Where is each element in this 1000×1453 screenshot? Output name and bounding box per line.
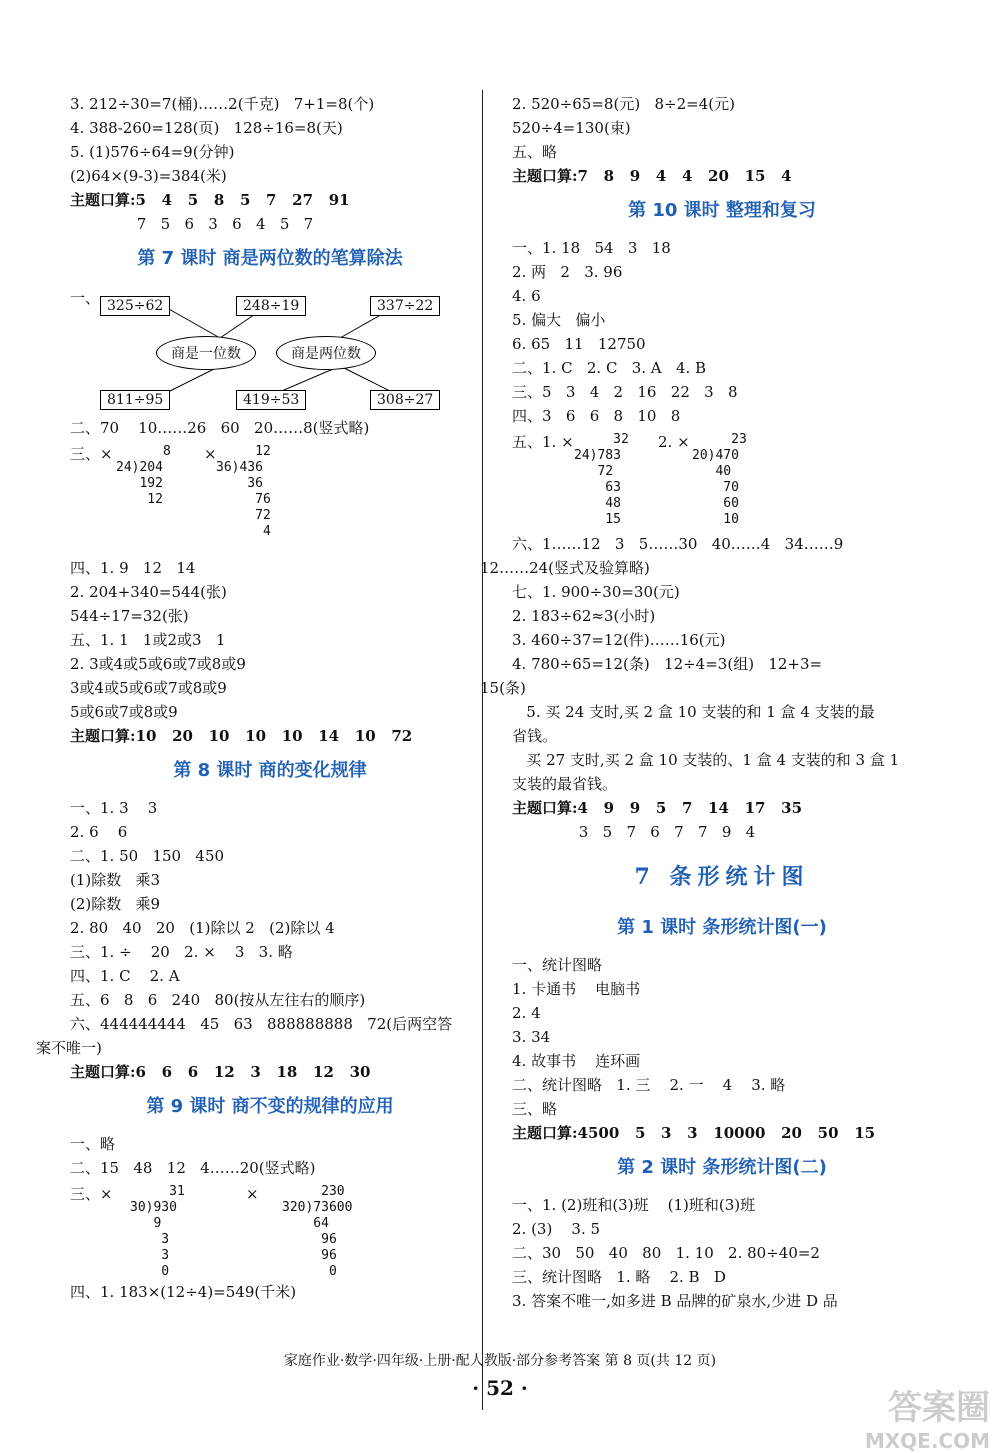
answer-line: 二、30 50 40 80 1. 10 2. 80÷40=2 — [512, 1244, 820, 1262]
answer-line: (2)64×(9-3)=384(米) — [70, 167, 227, 185]
oral-calc-line: 7 5 6 3 6 4 5 7 — [70, 215, 314, 233]
section-title-lesson-8: 第 8 课时 商的变化规律 — [173, 760, 367, 781]
section-title-ch7-lesson-1: 第 1 课时 条形统计图(一) — [617, 917, 827, 938]
section-title-lesson-10: 第 10 课时 整理和复习 — [628, 200, 816, 221]
question-label: 三、× — [70, 1185, 113, 1203]
division-box: 811÷95 — [100, 390, 170, 410]
long-division-block — [512, 428, 932, 532]
long-division: 32 24)783 72 63 48 15 — [574, 432, 629, 527]
answer-line: 4. 故事书 连环画 — [512, 1052, 641, 1070]
answer-line: 4. 388-260=128(页) 128÷16=8(天) — [70, 119, 343, 137]
answer-line: 四、1. 9 12 14 — [70, 559, 196, 577]
sort-diagram — [70, 284, 470, 416]
answer-line: 一、1. 18 54 3 18 — [512, 239, 671, 257]
answer-line: 12……24(竖式及验算略) — [480, 559, 650, 577]
answer-line: 2. 183÷62≈3(小时) — [512, 607, 656, 625]
answer-line: 520÷4=130(束) — [512, 119, 631, 137]
long-division: 12 36)436 36 76 72 4 — [216, 444, 271, 539]
oral-calc-line: 主题口算:4500 5 3 3 10000 20 50 15 — [512, 1124, 876, 1142]
answer-line: 二、统计图略 1. 三 2. 一 4 3. 略 — [512, 1076, 786, 1094]
answer-line: 4. 780÷65=12(条) 12÷4=3(组) 12+3= — [512, 655, 823, 673]
answer-line: 4. 6 — [512, 287, 541, 305]
right-column — [480, 92, 932, 1313]
answer-line: 六、1……12 3 5……30 40……4 34……9 — [512, 535, 844, 553]
answer-line: 2. 80 40 20 (1)除以 2 (2)除以 4 — [70, 919, 335, 937]
watermark-logo — [790, 1380, 990, 1453]
chapter-title: 7 条形统计图 — [634, 864, 810, 890]
answer-line: 2. 204+340=544(张) — [70, 583, 227, 601]
answer-line: 2. 两 2 3. 96 — [512, 263, 623, 281]
division-box: 337÷22 — [370, 296, 440, 316]
oral-calc-line: 主题口算:4 9 9 5 7 14 17 35 — [512, 799, 803, 817]
question-label: 2. × — [658, 433, 690, 451]
watermark-text: 答案圈 — [888, 1388, 990, 1428]
answer-line: 2. (3) 3. 5 — [512, 1220, 601, 1238]
section-title-ch7-lesson-2: 第 2 课时 条形统计图(二) — [617, 1157, 827, 1178]
answer-line: 5. (1)576÷64=9(分钟) — [70, 143, 235, 161]
long-division-block — [70, 1180, 470, 1280]
division-box: 325÷62 — [100, 296, 170, 316]
answer-line: 2. 3或4或5或6或7或8或9 — [70, 655, 246, 673]
answer-line: 二、1. C 2. C 3. A 4. B — [512, 359, 707, 377]
answer-line: 二、1. 50 150 450 — [70, 847, 225, 865]
answer-line: 3. 34 — [512, 1028, 551, 1046]
page-footer: 家庭作业·数学·四年级·上册·配人教版·部分参考答案 第 8 页(共 12 页) — [283, 1353, 717, 1369]
answer-line: 买 27 支时,买 2 盒 10 支装的、1 盒 4 支装的和 3 盒 1 — [512, 751, 900, 769]
answer-line: 3. 答案不唯一,如多进 B 品牌的矿泉水,少进 D 品 — [512, 1292, 838, 1310]
answer-line: 544÷17=32(张) — [70, 607, 189, 625]
answer-line: 3. 212÷30=7(桶)……2(千克) 7+1=8(个) — [70, 95, 375, 113]
answer-line: 5. 买 24 支时,买 2 盒 10 支装的和 1 盒 4 支装的最 — [512, 703, 875, 721]
answer-line: 四、1. C 2. A — [70, 967, 180, 985]
oral-calc-line: 主题口算:5 4 5 8 5 7 27 91 — [70, 191, 350, 209]
answer-line: 一、统计图略 — [512, 956, 603, 974]
answer-line: 五、1. 1 1或2或3 1 — [70, 631, 226, 649]
answer-line: 三、略 — [512, 1100, 558, 1118]
section-title-lesson-9: 第 9 课时 商不变的规律的应用 — [146, 1096, 394, 1117]
answer-line: 六、444444444 45 63 888888888 72(后两空答 — [70, 1015, 453, 1033]
answer-line: 3或4或5或6或7或8或9 — [70, 679, 227, 697]
answer-line: 四、1. 183×(12÷4)=549(千米) — [70, 1283, 297, 1301]
answer-line: 省钱。 — [512, 727, 558, 745]
answer-line: 五、略 — [512, 143, 558, 161]
division-box: 308÷27 — [370, 390, 440, 410]
long-division: 31 30)930 9 3 3 0 — [130, 1184, 185, 1279]
answer-line: 五、6 8 6 240 80(按从左往右的顺序) — [70, 991, 366, 1009]
answer-line: 二、15 48 12 4……20(竖式略) — [70, 1159, 316, 1177]
oral-calc-line: 主题口算:7 8 9 4 4 20 15 4 — [512, 167, 792, 185]
answer-line: 支装的最省钱。 — [512, 775, 618, 793]
answer-line: 15(条) — [480, 679, 526, 697]
oral-calc-line: 主题口算:10 20 10 10 10 14 10 72 — [70, 727, 413, 745]
mark-wrong: × — [204, 445, 217, 463]
category-ellipse: 商是一位数 — [156, 336, 256, 370]
column-divider — [482, 90, 483, 1410]
answer-line: 二、70 10……26 60 20……8(竖式略) — [70, 419, 370, 437]
answer-line: 2. 520÷65=8(元) 8÷2=4(元) — [512, 95, 735, 113]
answer-line: 5或6或7或8或9 — [70, 703, 178, 721]
long-division-block — [70, 440, 470, 556]
answer-line: (2)除数 乘9 — [70, 895, 161, 913]
answer-line: 案不唯一) — [36, 1039, 102, 1057]
answer-line: 七、1. 900÷30=30(元) — [512, 583, 680, 601]
division-box: 419÷53 — [236, 390, 306, 410]
answer-line: 三、1. ÷ 20 2. × 3 3. 略 — [70, 943, 293, 961]
answer-line: 一、略 — [70, 1135, 116, 1153]
answer-line: 2. 4 — [512, 1004, 541, 1022]
long-division: 8 24)204 192 12 — [116, 444, 171, 507]
answer-line: 5. 偏大 偏小 — [512, 311, 606, 329]
long-division: 230 320)73600 64 96 96 0 — [282, 1184, 353, 1279]
answer-line: 三、统计图略 1. 略 2. B D — [512, 1268, 726, 1286]
watermark-url: MXQE.COM — [864, 1429, 990, 1453]
answer-line: 6. 65 11 12750 — [512, 335, 646, 353]
question-label: 三、× — [70, 445, 113, 463]
answer-line: (1)除数 乘3 — [70, 871, 161, 889]
left-column — [36, 92, 470, 1304]
mark-wrong: × — [246, 1185, 259, 1203]
section-title-lesson-7: 第 7 课时 商是两位数的笔算除法 — [137, 248, 403, 269]
answer-line: 三、5 3 4 2 16 22 3 8 — [512, 383, 738, 401]
answer-line: 2. 6 6 — [70, 823, 128, 841]
long-division: 23 20)470 40 70 60 10 — [692, 432, 747, 527]
question-label: 一、 — [70, 289, 101, 307]
answer-line: 四、3 6 6 8 10 8 — [512, 407, 681, 425]
division-box: 248÷19 — [236, 296, 306, 316]
answer-line: 1. 卡通书 电脑书 — [512, 980, 641, 998]
answer-line: 一、1. (2)班和(3)班 (1)班和(3)班 — [512, 1196, 756, 1214]
oral-calc-line: 3 5 7 6 7 7 9 4 — [512, 823, 756, 841]
category-ellipse: 商是两位数 — [276, 336, 376, 370]
oral-calc-line: 主题口算:6 6 6 12 3 18 12 30 — [70, 1063, 371, 1081]
answer-line: 一、1. 3 3 — [70, 799, 158, 817]
question-label: 五、1. × — [512, 433, 574, 451]
answer-line: 3. 460÷37=12(件)……16(元) — [512, 631, 726, 649]
page-number: · 52 · — [472, 1376, 528, 1400]
